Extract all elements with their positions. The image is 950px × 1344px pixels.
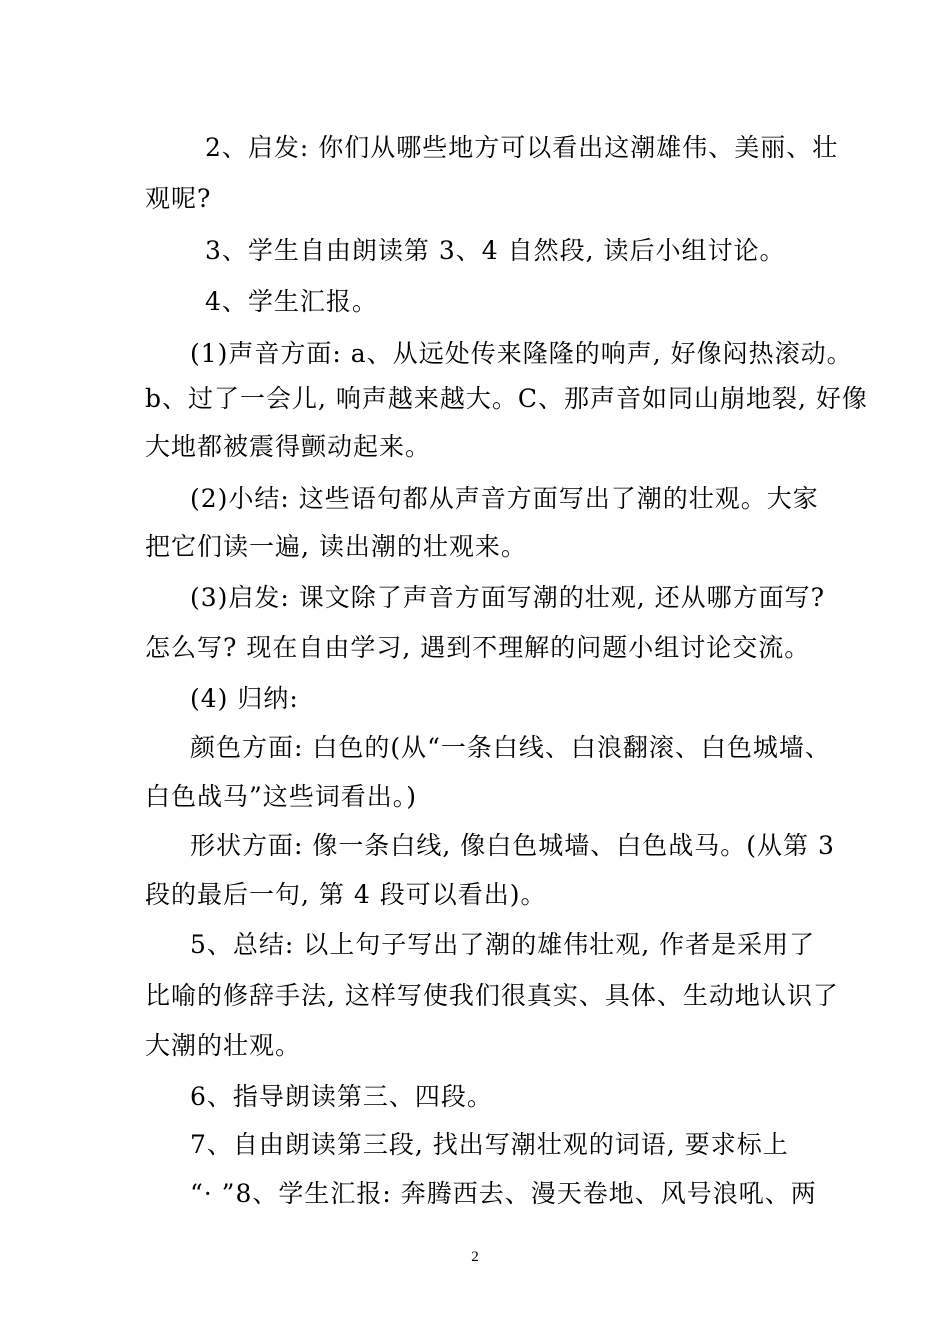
text-line: (3)启发: 课文除了声音方面写潮的壮观, 还从哪方面写? <box>190 583 826 612</box>
text-line: 7、自由朗读第三段, 找出写潮壮观的词语, 要求标上 <box>190 1130 789 1159</box>
text-line: 6、指导朗读第三、四段。 <box>190 1082 493 1111</box>
page-number: 2 <box>471 1249 479 1265</box>
text-line: 5、总结: 以上句子写出了潮的雄伟壮观, 作者是采用了 <box>190 930 816 959</box>
text-line: 观呢? <box>145 184 212 213</box>
text-line: b、过了一会儿, 响声越来越大。C、那声音如同山崩地裂, 好像 <box>145 384 868 413</box>
text-line: (4) 归纳: <box>190 684 299 713</box>
text-line: 大潮的壮观。 <box>145 1031 302 1060</box>
text-line: 怎么写? 现在自由学习, 遇到不理解的问题小组讨论交流。 <box>145 633 811 662</box>
text-line: 4、学生汇报。 <box>205 287 378 316</box>
text-line: (2)小结: 这些语句都从声音方面写出了潮的壮观。大家 <box>190 484 819 513</box>
text-line: 把它们读一遍, 读出潮的壮观来。 <box>145 532 527 561</box>
text-line: 颜色方面: 白色的(从“一条白线、白浪翻滚、白色城墙、 <box>190 733 831 762</box>
text-line: 白色战马”这些词看出。) <box>145 782 418 811</box>
text-line: 2、启发: 你们从哪些地方可以看出这潮雄伟、美丽、壮 <box>205 133 839 162</box>
text-line: 段的最后一句, 第 4 段可以看出)。 <box>145 880 547 909</box>
text-line: “· ”8、学生汇报: 奔腾西去、漫天卷地、风号浪吼、两 <box>190 1179 817 1208</box>
text-line: 大地都被震得颤动起来。 <box>145 432 432 461</box>
text-line: 比喻的修辞手法, 这样写使我们很真实、具体、生动地认识了 <box>145 981 839 1010</box>
text-line: 3、学生自由朗读第 3、4 自然段, 读后小组讨论。 <box>205 236 786 265</box>
text-line: (1)声音方面: a、从远处传来隆隆的响声, 好像闷热滚动。 <box>190 339 853 368</box>
text-line: 形状方面: 像一条白线, 像白色城墙、白色战马。(从第 3 <box>190 831 835 860</box>
